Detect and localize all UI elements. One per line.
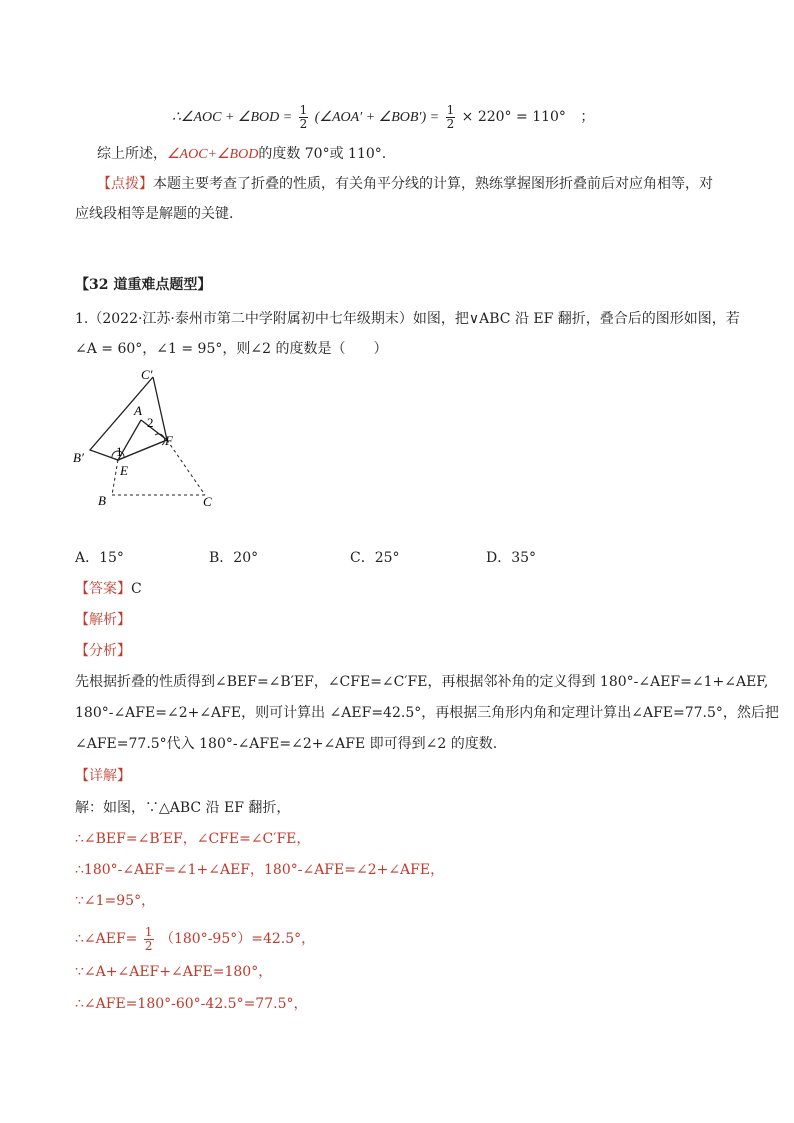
fraction-numerator: 1 <box>299 102 308 117</box>
summary-suffix: 的度数 70°或 110°. <box>258 146 387 162</box>
solution-step-7: ∴∠AFE=180°-60°-42.5°=77.5°， <box>75 996 308 1012</box>
fraction-numerator: 1 <box>144 924 153 939</box>
option-b: B．20° <box>209 550 259 566</box>
fenxi-tag: 【分析】 <box>75 643 131 659</box>
fraction-denominator: 2 <box>446 116 455 131</box>
summary-prefix: 综上所述， <box>97 146 167 162</box>
summary-line <box>97 145 386 164</box>
label-a: A <box>134 403 142 418</box>
fraction-denominator: 2 <box>144 938 153 953</box>
label-f: F <box>165 433 173 448</box>
step5-fraction <box>144 926 154 953</box>
label-b: B <box>98 493 106 508</box>
answer-line <box>75 580 142 598</box>
summary-angles: ∠AOC+∠BOD <box>167 147 259 162</box>
solution-step-3: ∴180°-∠AEF=∠1+∠AEF，180°-∠AFE=∠2+∠AFE， <box>75 862 445 878</box>
solution-step-2: ∴∠BEF=∠B′EF，∠CFE=∠C′FE， <box>75 831 311 847</box>
option-d: D．35° <box>486 550 537 566</box>
answer-value: C <box>131 581 142 597</box>
label-b-prime: B′ <box>73 450 84 465</box>
analysis-line-1: 先根据折叠的性质得到∠BEF=∠B′EF，∠CFE=∠C′FE，再根据邻补角的定义得到 180°-∠AEF=∠1+∠AEF, <box>75 674 769 690</box>
folded-part-outline <box>90 377 167 460</box>
solution-step-4: ∵∠1=95°， <box>75 893 156 909</box>
triangle-aef <box>118 420 167 460</box>
fraction-denominator: 2 <box>299 116 308 131</box>
label-2: 2 <box>147 415 154 430</box>
dianbo-tag: 【点拨】 <box>97 176 153 192</box>
formula-tail: ； <box>580 109 595 125</box>
option-c: C．25° <box>350 550 400 566</box>
solution-step-6: ∵∠A+∠AEF+∠AFE=180°， <box>75 964 273 980</box>
formula-end: × 220° = 110° <box>461 109 566 125</box>
question-line-1: 1.（2022·江苏·泰州市第二中学附属初中七年级期末）如图，把∨ABC 沿 EF 翻折，叠合后的图形如图，若 <box>75 311 740 327</box>
dashed-fc <box>167 440 205 495</box>
question-line-2: ∠A = 60°，∠1 = 95°，则∠2 的度数是（ ） <box>75 341 388 357</box>
xiangjie-tag: 【详解】 <box>75 768 131 784</box>
fraction-half <box>299 104 309 131</box>
fraction-half-2 <box>446 104 456 131</box>
option-a: A．15° <box>75 550 124 566</box>
fold-figure <box>70 365 230 515</box>
jiexi-tag: 【解析】 <box>75 612 131 628</box>
analysis-line-3: ∠AFE=77.5°代入 180°-∠AFE=∠2+∠AFE 即可得到∠2 的度数. <box>75 736 498 752</box>
dianbo-line-1 <box>97 175 713 193</box>
label-c-prime: C′ <box>141 367 153 382</box>
dashed-eb <box>112 460 118 495</box>
label-e: E <box>120 463 128 478</box>
formula-prefix: ∴∠AOC + ∠BOD = <box>172 110 293 125</box>
dianbo-line-2 <box>75 205 233 223</box>
dianbo-text-1: 本题主要考查了折叠的性质，有关角平分线的计算，熟练掌握图形折叠前后对应角相等，对 <box>153 176 713 192</box>
solution-step-5 <box>75 924 315 954</box>
fraction-numerator: 1 <box>446 102 455 117</box>
section-title: 【32 道重难点题型】 <box>75 277 212 293</box>
label-c: C <box>203 494 212 509</box>
dianbo-text-2: 应线段相等是解题的关键. <box>75 206 234 222</box>
step5-suffix: （180°-95°）=42.5°， <box>159 931 316 947</box>
analysis-line-2: 180°-∠AFE=∠2+∠AFE，则可计算出 ∠AEF=42.5°，再根据三角形内角和定理计算出∠AFE=77.5°，然后把 <box>75 705 779 721</box>
step5-prefix: ∴∠AEF= <box>75 931 138 947</box>
label-1: 1 <box>116 444 123 459</box>
answer-tag: 【答案】 <box>75 581 131 597</box>
formula-middle: (∠AOA′ + ∠BOB′) = <box>314 110 440 125</box>
solution-step-1: 解：如图，∵△ABC 沿 EF 翻折， <box>75 800 291 816</box>
formula-line <box>172 100 594 134</box>
